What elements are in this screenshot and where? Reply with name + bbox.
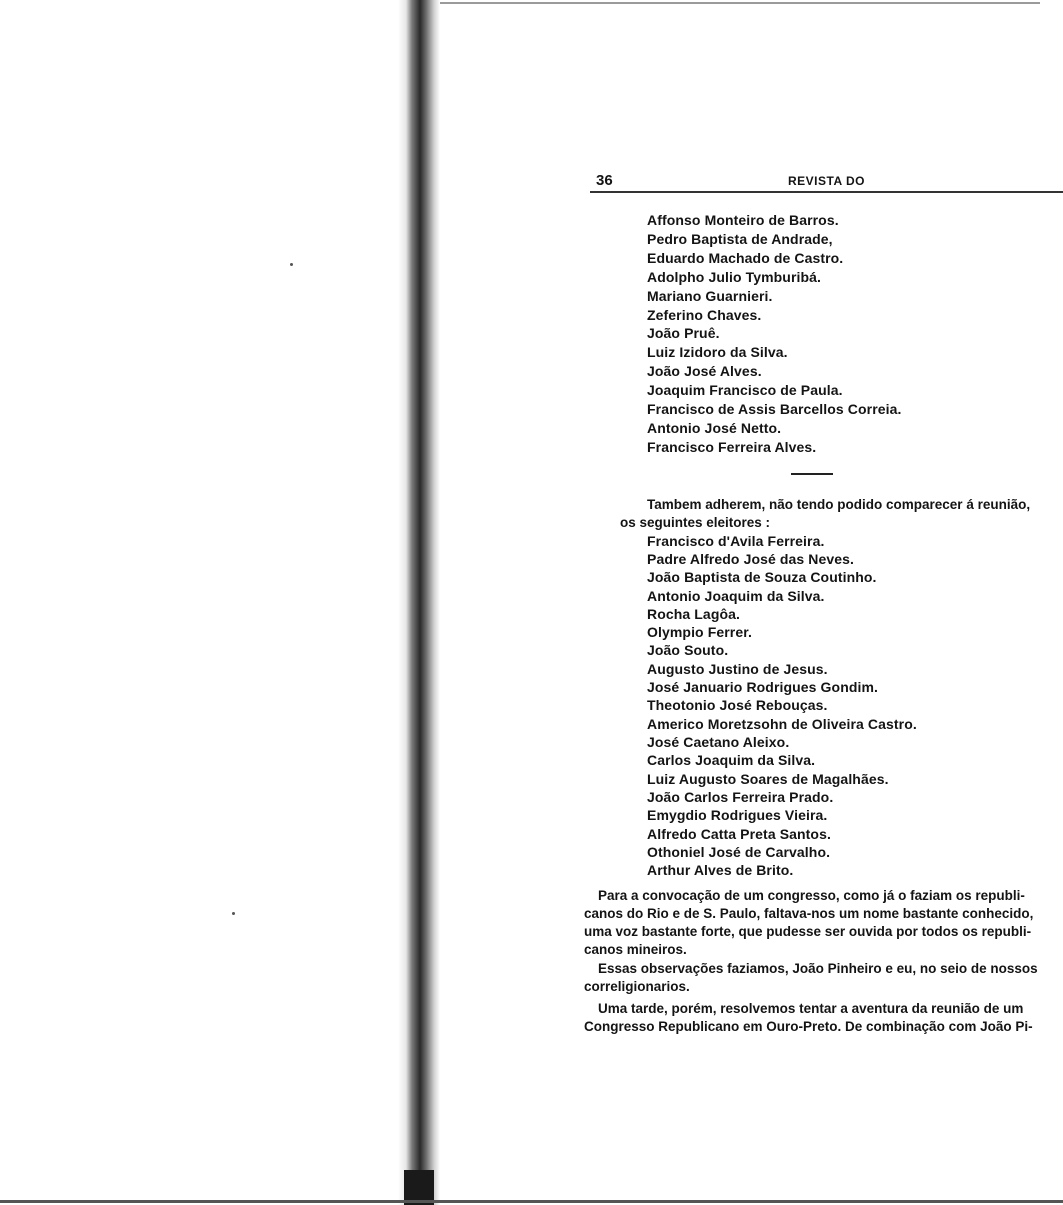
paper-speck: [232, 912, 235, 915]
left-page-blank: [0, 0, 420, 1205]
list-item: Antonio Joaquim da Silva.: [647, 588, 825, 604]
list-item: Mariano Guarnieri.: [647, 288, 773, 304]
paragraph-line: canos do Rio e de S. Paulo, faltava-nos um nome bastante conhecido,: [584, 906, 1034, 921]
list-item: Pedro Baptista de Andrade,: [647, 231, 833, 247]
list-item: Padre Alfredo José das Neves.: [647, 551, 855, 567]
list-item: Theotonio José Rebouças.: [647, 697, 828, 713]
list-item: João Carlos Ferreira Prado.: [647, 789, 834, 805]
paragraph-line: correligionarios.: [584, 979, 690, 994]
list-item: Rocha Lagôa.: [647, 606, 740, 622]
paragraph-line: Congresso Republicano em Ouro-Preto. De combinação com João Pi-: [584, 1019, 1033, 1034]
list-item: Francisco Ferreira Alves.: [647, 439, 817, 455]
list-item: Zeferino Chaves.: [647, 307, 762, 323]
list-item: Olympio Ferrer.: [647, 624, 752, 640]
list-item: Francisco d'Avila Ferreira.: [647, 533, 825, 549]
list-item: João Souto.: [647, 642, 729, 658]
list-item: Antonio José Netto.: [647, 420, 782, 436]
intro-line: os seguintes eleitores :: [620, 515, 771, 530]
list-item: Joaquim Francisco de Paula.: [647, 382, 843, 398]
list-item: Luiz Augusto Soares de Magalhães.: [647, 771, 889, 787]
list-item: João Baptista de Souza Coutinho.: [647, 569, 877, 585]
paper-speck: [290, 263, 293, 266]
section-divider: [791, 473, 833, 475]
header-rule: [590, 191, 1063, 193]
list-item: Arthur Alves de Brito.: [647, 862, 794, 878]
list-item: Adolpho Julio Tymburibá.: [647, 269, 822, 285]
paragraph-line: Uma tarde, porém, resolvemos tentar a aventura da reunião de um: [598, 1001, 1024, 1016]
list-item: Eduardo Machado de Castro.: [647, 250, 844, 266]
page-bottom-edge: [0, 1200, 1063, 1203]
paragraph-line: uma voz bastante forte, que pudesse ser ouvida por todos os republi-: [584, 924, 1032, 939]
page-top-edge: [440, 2, 1040, 4]
paragraph-line: Essas observações faziamos, João Pinheiro e eu, no seio de nossos: [598, 961, 1038, 976]
list-item: Emygdio Rodrigues Vieira.: [647, 807, 828, 823]
list-item: José Januario Rodrigues Gondim.: [647, 679, 879, 695]
page-number: 36: [596, 172, 613, 189]
list-item: Affonso Monteiro de Barros.: [647, 212, 839, 228]
list-item: Carlos Joaquim da Silva.: [647, 752, 816, 768]
paragraph-line: canos mineiros.: [584, 942, 687, 957]
list-item: José Caetano Aleixo.: [647, 734, 790, 750]
list-item: João José Alves.: [647, 363, 762, 379]
list-item: Othoniel José de Carvalho.: [647, 844, 831, 860]
list-item: João Pruê.: [647, 325, 720, 341]
list-item: Alfredo Catta Preta Santos.: [647, 826, 831, 842]
intro-line: Tambem adherem, não tendo podido comparecer á reunião,: [647, 497, 1031, 512]
page-header: [590, 172, 1063, 192]
book-gutter: [398, 0, 440, 1205]
list-item: Americo Moretzsohn de Oliveira Castro.: [647, 716, 917, 732]
list-item: Francisco de Assis Barcellos Correia.: [647, 401, 902, 417]
list-item: Luiz Izidoro da Silva.: [647, 344, 788, 360]
running-title: REVISTA DO: [788, 174, 866, 188]
paragraph-line: Para a convocação de um congresso, como já o faziam os republi-: [598, 888, 1025, 903]
list-item: Augusto Justino de Jesus.: [647, 661, 828, 677]
